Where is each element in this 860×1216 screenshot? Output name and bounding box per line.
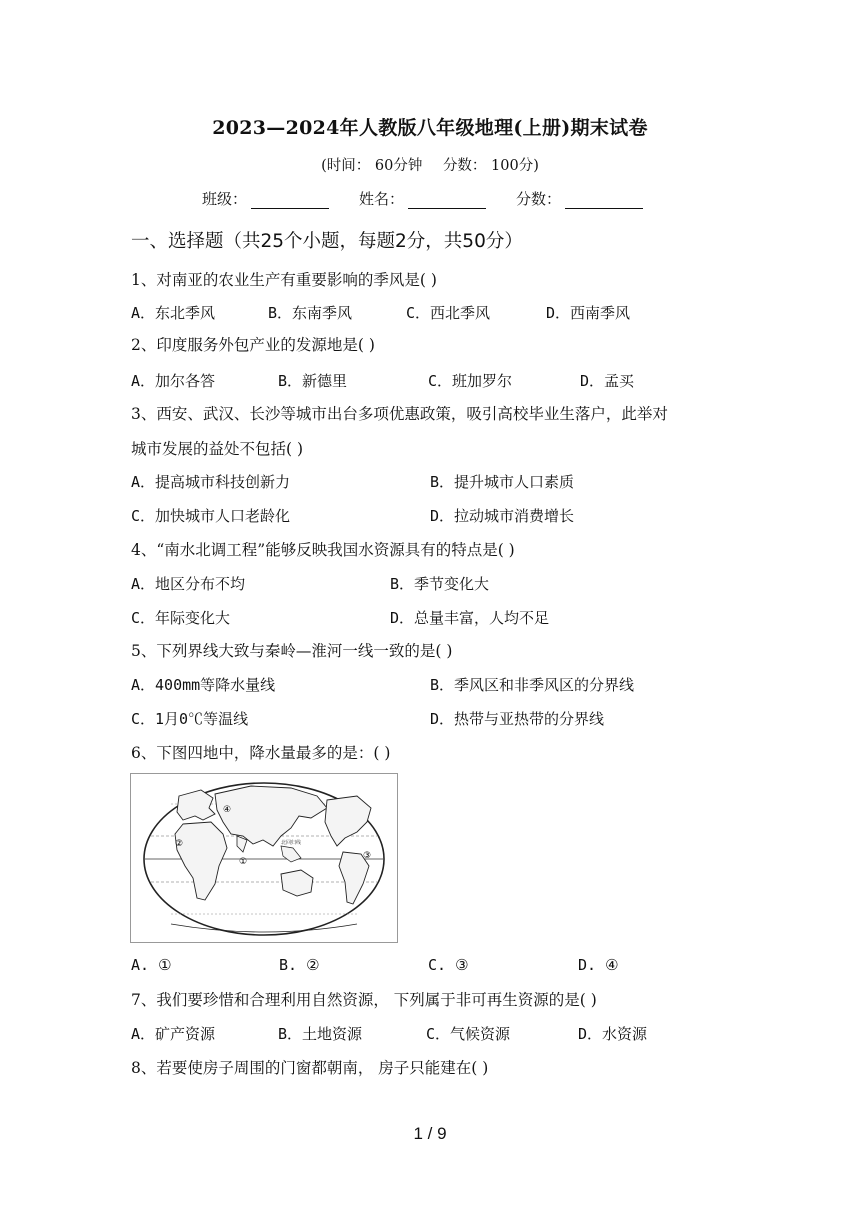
- option: D．热带与亚热带的分界线: [430, 710, 605, 728]
- option: B．季节变化大: [390, 575, 490, 593]
- option: D．西南季风: [546, 304, 631, 322]
- page-number: 1 / 9: [413, 1124, 447, 1143]
- question-stem: 5、下列界线大致与秦岭—淮河一线一致的是( ): [131, 642, 453, 660]
- option: B. ②: [279, 956, 320, 974]
- option: B．土地资源: [278, 1025, 363, 1043]
- question-stem: 7、我们要珍惜和合理利用自然资源， 下列属于非可再生资源的是( ): [131, 991, 597, 1009]
- name-blank[interactable]: [408, 190, 486, 209]
- option: B．新德里: [278, 372, 348, 390]
- option: A．400mm等降水量线: [131, 676, 276, 694]
- option: A．提高城市科技创新力: [131, 473, 291, 491]
- question-stem: 6、下图四地中，降水量最多的是：( ): [131, 744, 391, 762]
- option: C. ③: [428, 956, 469, 974]
- exam-time: (时间： 60分钟: [321, 158, 423, 174]
- question-stem: 1、对南亚的农业生产有重要影响的季风是( ): [131, 271, 437, 289]
- class-blank[interactable]: [251, 190, 329, 209]
- option: A．加尔各答: [131, 372, 216, 390]
- option: D．总量丰富，人均不足: [390, 609, 550, 627]
- exam-score: 分数： 100分): [442, 158, 539, 174]
- exam-meta: [0, 154, 860, 175]
- option: A．东北季风: [131, 304, 216, 322]
- question-stem: 4、“南水北调工程”能够反映我国水资源具有的特点是( ): [131, 541, 515, 559]
- map-label-tropic: 北回归线: [281, 840, 302, 846]
- score-field[interactable]: [516, 188, 643, 209]
- option: C．班加罗尔: [428, 372, 513, 390]
- option: A. ①: [131, 956, 172, 974]
- option: C．年际变化大: [131, 609, 231, 627]
- score-blank[interactable]: [565, 190, 643, 209]
- option: C．西北季风: [406, 304, 491, 322]
- name-label: 姓名：: [359, 190, 405, 208]
- option: B．东南季风: [268, 304, 353, 322]
- map-marker-2: ②: [175, 839, 184, 849]
- map-marker-4: ④: [223, 805, 232, 815]
- page-title: 2023—2024年人教版八年级地理(上册)期末试卷: [212, 117, 648, 139]
- world-map-figure: [130, 773, 398, 943]
- option: B．提升城市人口素质: [430, 473, 575, 491]
- option: D．拉动城市消费增长: [430, 507, 575, 525]
- section-heading: 一、选择题（共25个小题，每题2分，共50分）: [131, 231, 523, 252]
- map-marker-1: ①: [239, 857, 248, 867]
- option: C．1月0℃等温线: [131, 710, 249, 728]
- option: B．季风区和非季风区的分界线: [430, 676, 635, 694]
- world-map: [131, 774, 397, 942]
- option: D. ④: [578, 956, 619, 974]
- question-stem: 8、若要使房子周围的门窗都朝南， 房子只能建在( ): [131, 1059, 489, 1077]
- question-stem: 2、印度服务外包产业的发源地是( ): [131, 336, 375, 354]
- option: D．水资源: [578, 1025, 648, 1043]
- option: C．气候资源: [426, 1025, 511, 1043]
- option: A．矿产资源: [131, 1025, 216, 1043]
- option: C．加快城市人口老龄化: [131, 507, 291, 525]
- map-marker-3: ③: [363, 851, 372, 861]
- question-stem-continued: 城市发展的益处不包括( ): [131, 440, 304, 458]
- option: A．地区分布不均: [131, 575, 246, 593]
- option: D．孟买: [580, 372, 635, 390]
- name-field[interactable]: [359, 188, 486, 209]
- class-label: 班级：: [202, 190, 248, 208]
- question-stem: 3、西安、武汉、长沙等城市出台多项优惠政策，吸引高校毕业生落户，此举对: [131, 405, 668, 423]
- score-label: 分数：: [516, 190, 562, 208]
- student-info-fields: [202, 188, 673, 209]
- class-field[interactable]: [202, 188, 329, 209]
